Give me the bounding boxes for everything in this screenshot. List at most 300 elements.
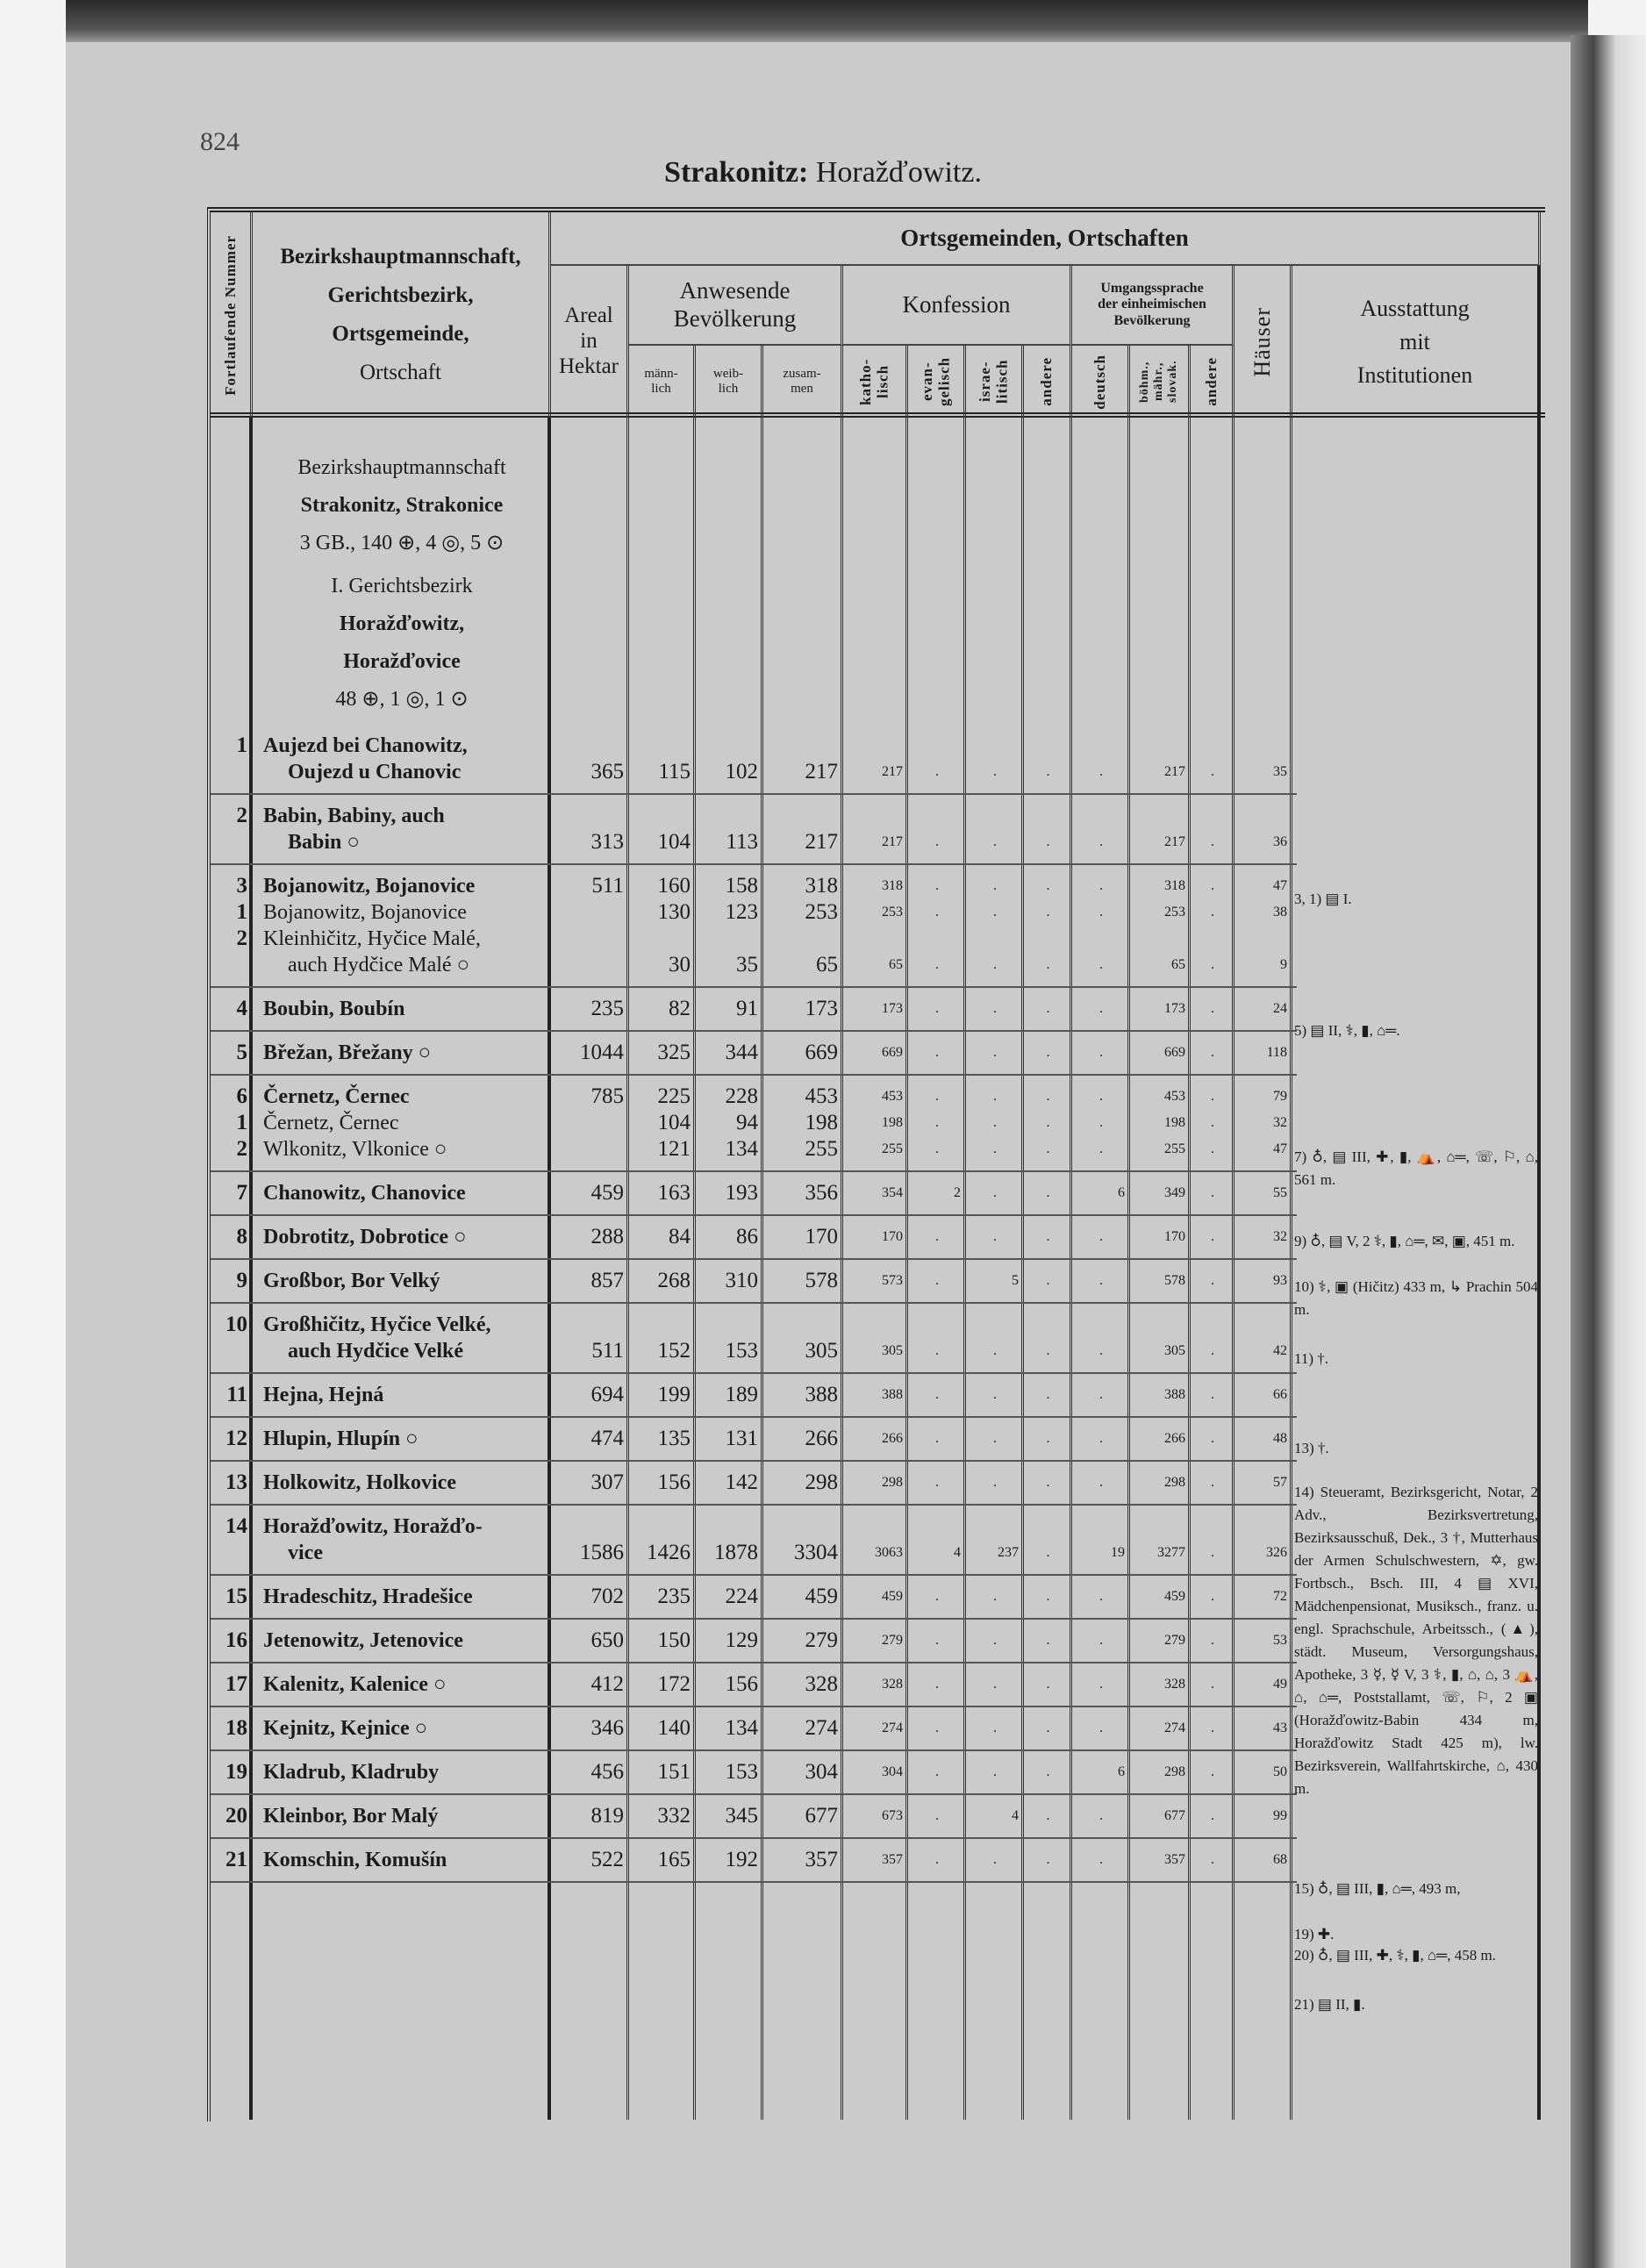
cell-total <box>763 803 843 829</box>
cell-area-ha <box>551 899 629 926</box>
cell-czech: 459 <box>1164 1589 1185 1604</box>
cell-total <box>763 1513 843 1540</box>
cell-total: 669 <box>805 1041 838 1064</box>
cell-israelite: . <box>993 957 997 972</box>
cell-czech: 217 <box>1164 834 1185 849</box>
institution-note: 9) ♁, ▤ V, 2 ⚕, ▮, ⌂═, ✉, ▣, 451 m. <box>1294 1233 1515 1249</box>
cell-czech: 266 <box>1164 1431 1185 1446</box>
table-row <box>211 1374 1297 1418</box>
cell-czech <box>1130 803 1191 829</box>
cell-czech: 669 <box>1164 1045 1185 1060</box>
row-number: 13 <box>225 1470 247 1494</box>
cell-israelite: . <box>993 1001 997 1016</box>
cell-area-ha: 365 <box>590 760 624 783</box>
cell-houses: 9 <box>1280 957 1287 972</box>
place-name: Hradeschitz, Hradešice <box>263 1585 473 1608</box>
cell-catholic: 388 <box>882 1387 903 1402</box>
cell-catholic: 217 <box>882 834 903 849</box>
institution-note: 14) Steueramt, Bezirksgericht, Notar, 2 Adv., Bezirksvertretung, Bezirksausschuß, Dek., 3 †, Mutterhaus der Armen Schulschwestern, ✡, gw. Fortbsch., Bsch. III, 4 ▤ XVI, Mädchenpensionat, Musiksch., franz. u. engl. Sprachschule, Arbeitssch., (▲), städt. Museum, Versorgungshaus, Apotheke, 3 ☿, ☿ V, 3 ⚕, ▮, ⌂, ⌂, 3 ⛺, ⌂, ⌂═, Poststallamt, ☏, ⚐, 2 ▣ (Horažďowitz-Babin 434 m, Horažďowitz Stadt 425 m), lw. Bezirksverein, Wallfahrtskirche, ⌂, 430 m. <box>1294 1484 1538 1797</box>
row-number: 17 <box>225 1672 247 1696</box>
cell-catholic: 453 <box>882 1089 903 1104</box>
cell-male: 1426 <box>647 1541 691 1564</box>
institution-note: 21) ▤ II, ▮. <box>1294 1996 1365 2013</box>
cell-other-language: . <box>1211 1141 1214 1156</box>
header-total <box>763 346 843 418</box>
cell-german: . <box>1099 957 1103 972</box>
cell-other-confession <box>1024 926 1072 952</box>
cell-czech <box>1130 1312 1191 1338</box>
cell-other-confession: . <box>1046 905 1050 919</box>
cell-german: . <box>1099 878 1103 893</box>
header-houses-label: Häuser <box>1249 306 1275 377</box>
row-number: 18 <box>225 1716 247 1740</box>
table-row <box>211 988 1297 1032</box>
cell-other-language: . <box>1211 1115 1214 1130</box>
cell-evangelical: 4 <box>954 1545 961 1560</box>
row-line <box>211 759 1297 785</box>
cell-czech: 388 <box>1164 1387 1185 1402</box>
cell-area-ha: 650 <box>590 1628 624 1652</box>
table-row <box>211 1216 1297 1260</box>
header-male <box>629 346 696 418</box>
place-name: Černetz, Černec <box>263 1112 399 1134</box>
table-row <box>211 1032 1297 1076</box>
cell-other-language: . <box>1211 1475 1214 1490</box>
cell-houses: 38 <box>1273 905 1287 919</box>
row-number: 10 <box>225 1313 247 1336</box>
cell-female: 345 <box>725 1804 758 1828</box>
cell-male: 115 <box>658 760 691 783</box>
table-row <box>211 725 1297 795</box>
cell-total: 305 <box>805 1339 838 1363</box>
cell-catholic: 357 <box>882 1852 903 1867</box>
row-line <box>211 1715 1297 1742</box>
cell-czech <box>1130 733 1191 759</box>
cell-area-ha: 1044 <box>580 1041 624 1064</box>
header-name-3: Ortsgemeinde, <box>332 322 469 346</box>
cell-catholic: 573 <box>882 1273 903 1288</box>
cell-male: 268 <box>657 1269 691 1292</box>
cell-total <box>763 926 843 952</box>
header-czech <box>1130 346 1191 418</box>
row-line <box>211 1759 1297 1785</box>
cell-israelite: . <box>993 1677 997 1692</box>
row-line <box>211 1382 1297 1408</box>
cell-total: 357 <box>805 1848 838 1871</box>
cell-catholic <box>843 733 908 759</box>
cell-israelite <box>966 926 1024 952</box>
cell-czech: 298 <box>1164 1764 1185 1779</box>
cell-total: 304 <box>805 1760 838 1784</box>
cell-houses: 32 <box>1273 1229 1287 1244</box>
cell-other-language: . <box>1211 1089 1214 1104</box>
cell-other-confession: . <box>1046 1387 1050 1402</box>
cell-other-language <box>1191 1312 1234 1338</box>
cell-german <box>1072 733 1130 759</box>
table-row <box>211 1260 1297 1304</box>
cell-catholic: 253 <box>882 905 903 919</box>
cell-czech: 253 <box>1164 905 1185 919</box>
row-number: 1 <box>236 733 247 757</box>
row-line <box>211 1136 1297 1163</box>
cell-evangelical <box>908 1513 966 1540</box>
cell-male: 156 <box>657 1470 691 1494</box>
cell-evangelical <box>908 1312 966 1338</box>
cell-other-confession <box>1024 1312 1072 1338</box>
cell-other-language: . <box>1211 1343 1214 1358</box>
place-name: Hejna, Hejná <box>263 1384 384 1406</box>
row-number: 6 <box>236 1084 247 1108</box>
cell-czech: 170 <box>1164 1229 1185 1244</box>
cell-total: 253 <box>805 900 838 924</box>
place-name: Kladrub, Kladruby <box>263 1761 440 1784</box>
place-name: Dobrotitz, Dobrotice ○ <box>263 1226 467 1248</box>
cell-israelite: 5 <box>1012 1273 1019 1288</box>
cell-female: 224 <box>725 1585 758 1608</box>
table-row <box>211 1839 1297 1883</box>
header-catholic <box>843 346 908 418</box>
cell-evangelical <box>908 733 966 759</box>
header-german <box>1072 346 1130 418</box>
place-name: Kalenitz, Kalenice ○ <box>263 1673 447 1696</box>
cell-male: 225 <box>657 1084 691 1108</box>
cell-catholic: 298 <box>882 1475 903 1490</box>
place-name: Großbor, Bor Velký <box>263 1270 440 1292</box>
cell-german: . <box>1099 1141 1103 1156</box>
cell-male: 82 <box>669 997 691 1020</box>
cell-male: 325 <box>657 1041 691 1064</box>
header-institutions <box>1292 266 1541 418</box>
cell-israelite: . <box>993 878 997 893</box>
cell-male: 30 <box>669 953 691 977</box>
cell-czech: 677 <box>1164 1808 1185 1823</box>
institution-note: 5) ▤ II, ⚕, ▮, ⌂═. <box>1294 1022 1400 1039</box>
cell-evangelical: . <box>935 1001 939 1016</box>
place-name: Kleinbor, Bor Malý <box>263 1805 439 1828</box>
row-line <box>211 1470 1297 1496</box>
cell-female: 193 <box>725 1181 758 1205</box>
cell-israelite: . <box>993 1229 997 1244</box>
district-name: Strakonitz, Strakonice <box>300 494 504 517</box>
cell-catholic: 255 <box>882 1141 903 1156</box>
cell-evangelical <box>908 803 966 829</box>
row-number: 2 <box>236 1137 247 1161</box>
cell-german: . <box>1099 1475 1103 1490</box>
table-row <box>211 1418 1297 1462</box>
cell-female: 153 <box>725 1339 758 1363</box>
row-number <box>211 1338 253 1364</box>
cell-catholic: 170 <box>882 1229 903 1244</box>
cell-czech: 298 <box>1164 1475 1185 1490</box>
institution-note: 10) ⚕, ▣ (Hičitz) 433 m, ↳ Prachin 504 m. <box>1294 1278 1538 1318</box>
cell-israelite: . <box>993 1431 997 1446</box>
row-line <box>211 1312 1297 1338</box>
row-line <box>211 1584 1297 1610</box>
table-row <box>211 1076 1297 1172</box>
cell-other-language: . <box>1211 834 1214 849</box>
row-line <box>211 1671 1297 1698</box>
cell-houses: 47 <box>1273 878 1287 893</box>
cell-area-ha <box>551 1312 629 1338</box>
cell-israelite: . <box>993 1089 997 1104</box>
cell-other-confession: . <box>1046 1852 1050 1867</box>
cell-houses: 326 <box>1266 1545 1287 1560</box>
cell-area-ha <box>551 733 629 759</box>
cell-male <box>629 1513 696 1540</box>
row-line <box>211 1338 1297 1364</box>
row-number: 3 <box>236 874 247 898</box>
header-other-language-label: andere <box>1202 357 1220 406</box>
cell-other-language: . <box>1211 1045 1214 1060</box>
cell-israelite: . <box>993 1633 997 1648</box>
cell-total: 298 <box>805 1470 838 1494</box>
cell-other-language: . <box>1211 905 1214 919</box>
court-district-name-2: Horažďovice <box>343 650 461 673</box>
cell-czech: 173 <box>1164 1001 1185 1016</box>
cell-area-ha: 459 <box>590 1181 624 1205</box>
court-district-name-1: Horažďowitz, <box>339 612 465 635</box>
cell-female: 123 <box>725 900 758 924</box>
place-name: Chanowitz, Chanovice <box>263 1182 466 1205</box>
cell-israelite: . <box>993 1475 997 1490</box>
cell-male: 151 <box>657 1760 691 1784</box>
cell-total: 578 <box>805 1269 838 1292</box>
cell-male: 130 <box>657 900 691 924</box>
cell-catholic: 274 <box>882 1721 903 1735</box>
place-name: auch Hydčice Malé ○ <box>288 954 470 977</box>
cell-evangelical: . <box>935 878 939 893</box>
cell-male: 140 <box>657 1716 691 1740</box>
cell-male: 165 <box>657 1848 691 1871</box>
header-language-3: Bevölkerung <box>1113 312 1191 328</box>
cell-area-ha: 702 <box>590 1585 624 1608</box>
header-population-2: Bevölkerung <box>673 304 797 332</box>
cell-evangelical: . <box>935 1273 939 1288</box>
cell-other-language: . <box>1211 1273 1214 1288</box>
cell-male <box>629 1312 696 1338</box>
cell-israelite <box>966 733 1024 759</box>
cell-catholic: 673 <box>882 1808 903 1823</box>
cell-female: 131 <box>725 1427 758 1450</box>
cell-evangelical: . <box>935 1852 939 1867</box>
cell-houses: 118 <box>1266 1045 1287 1060</box>
cell-female: 156 <box>725 1672 758 1696</box>
cell-catholic <box>843 803 908 829</box>
cell-catholic: 279 <box>882 1633 903 1648</box>
cell-other-confession: . <box>1046 1633 1050 1648</box>
cell-other-language: . <box>1211 1808 1214 1823</box>
cell-german: . <box>1099 1721 1103 1735</box>
cell-houses: 55 <box>1273 1185 1287 1200</box>
court-district-title: I. Gerichtsbezirk <box>331 575 473 597</box>
cell-catholic: 459 <box>882 1589 903 1604</box>
row-number <box>211 1540 253 1566</box>
header-czech-label: böhm., mähr., slovak. <box>1137 360 1180 404</box>
cell-male: 84 <box>669 1225 691 1248</box>
row-line <box>211 996 1297 1022</box>
cell-houses <box>1234 733 1292 759</box>
cell-other-language: . <box>1211 1185 1214 1200</box>
title-court: Horažďowitz. <box>808 156 982 189</box>
header-male-2: lich <box>651 382 671 396</box>
cell-czech: 349 <box>1164 1185 1185 1200</box>
cell-german: . <box>1099 1115 1103 1130</box>
header-areal-1: Areal <box>564 304 613 328</box>
table-row <box>211 1462 1297 1506</box>
place-name: Hlupin, Hlupín ○ <box>263 1427 419 1450</box>
institution-note: 11) †. <box>1294 1350 1329 1367</box>
row-line <box>211 1847 1297 1873</box>
row-line <box>211 899 1297 926</box>
cell-area-ha: 819 <box>590 1804 624 1828</box>
cell-male: 235 <box>657 1585 691 1608</box>
cell-israelite: . <box>993 1045 997 1060</box>
district-block <box>253 449 551 719</box>
cell-houses: 35 <box>1273 764 1287 779</box>
cell-other-language: . <box>1211 1589 1214 1604</box>
cell-total: 255 <box>805 1137 838 1161</box>
place-name: Jetenowitz, Jetenovice <box>263 1629 463 1652</box>
cell-other-language: . <box>1211 878 1214 893</box>
cell-catholic: 304 <box>882 1764 903 1779</box>
cell-german <box>1072 803 1130 829</box>
place-name: Holkowitz, Holkovice <box>263 1471 456 1494</box>
cell-other-confession <box>1024 1513 1072 1540</box>
cell-catholic: 217 <box>882 764 903 779</box>
header-areal <box>551 266 629 418</box>
cell-area-ha: 412 <box>590 1672 624 1696</box>
cell-czech: 198 <box>1164 1115 1185 1130</box>
cell-area-ha: 785 <box>590 1084 624 1108</box>
cell-evangelical: . <box>935 1045 939 1060</box>
cell-czech: 217 <box>1164 764 1185 779</box>
cell-evangelical: . <box>935 764 939 779</box>
cell-other-confession: . <box>1046 878 1050 893</box>
place-name: Oujezd u Chanovic <box>288 761 462 783</box>
cell-houses: 32 <box>1273 1115 1287 1130</box>
cell-israelite: 4 <box>1012 1808 1019 1823</box>
cell-catholic: 318 <box>882 878 903 893</box>
cell-houses: 48 <box>1273 1431 1287 1446</box>
cell-catholic <box>843 1312 908 1338</box>
cell-catholic: 354 <box>882 1185 903 1200</box>
title-district: Strakonitz: <box>664 156 809 189</box>
row-number: 5 <box>236 1041 247 1064</box>
header-name <box>253 212 551 418</box>
cell-houses: 57 <box>1273 1475 1287 1490</box>
cell-other-confession: . <box>1046 1273 1050 1288</box>
header-israelite-label: israe-litisch <box>976 359 1011 404</box>
cell-other-language: . <box>1211 764 1214 779</box>
cell-other-confession: . <box>1046 1545 1050 1560</box>
cell-total <box>763 733 843 759</box>
place-name: Großhičitz, Hyčice Velké, <box>263 1313 491 1336</box>
cell-other-confession: . <box>1046 1475 1050 1490</box>
cell-female: 134 <box>725 1137 758 1161</box>
cell-total: 266 <box>805 1427 838 1450</box>
cell-female: 94 <box>736 1111 758 1134</box>
header-other-confession-label: andere <box>1038 357 1056 406</box>
place-name: Boubin, Boubín <box>263 998 405 1020</box>
cell-total: 356 <box>805 1181 838 1205</box>
cell-evangelical: . <box>935 1141 939 1156</box>
cell-area-ha: 1586 <box>580 1541 624 1564</box>
row-line <box>211 873 1297 899</box>
cell-catholic: 198 <box>882 1115 903 1130</box>
header-name-2: Gerichtsbezirk, <box>327 283 474 307</box>
cell-total: 279 <box>805 1628 838 1652</box>
cell-male <box>629 733 696 759</box>
cell-czech <box>1130 926 1191 952</box>
cell-area-ha: 288 <box>590 1225 624 1248</box>
row-number: 15 <box>225 1585 247 1608</box>
cell-german: . <box>1099 1677 1103 1692</box>
row-line <box>211 1540 1297 1566</box>
cell-other-confession: . <box>1046 1001 1050 1016</box>
cell-female: 192 <box>725 1848 758 1871</box>
cell-evangelical: 2 <box>954 1185 961 1200</box>
court-district-summary: 48 ⊕, 1 ◎, 1 ⊙ <box>335 688 469 711</box>
table-row <box>211 1620 1297 1663</box>
table-row <box>211 795 1297 865</box>
cell-evangelical <box>908 926 966 952</box>
cell-other-language <box>1191 733 1234 759</box>
row-number: 21 <box>225 1848 247 1871</box>
place-name: Černetz, Černec <box>263 1085 410 1108</box>
header-female-2: lich <box>718 382 739 396</box>
cell-area-ha <box>551 1136 629 1163</box>
cell-area-ha: 857 <box>590 1269 624 1292</box>
cell-other-confession: . <box>1046 1141 1050 1156</box>
row-number: 9 <box>236 1269 247 1292</box>
header-name-1: Bezirkshauptmannschaft, <box>280 245 521 268</box>
table-row <box>211 1506 1297 1576</box>
place-name: Babin, Babiny, auch <box>263 805 445 827</box>
cell-female: 158 <box>725 874 758 898</box>
municipality-rows <box>211 725 1297 1883</box>
cell-evangelical: . <box>935 1589 939 1604</box>
cell-female: 91 <box>736 997 758 1020</box>
cell-female: 134 <box>725 1716 758 1740</box>
cell-area-ha <box>551 952 629 978</box>
cell-evangelical: . <box>935 1229 939 1244</box>
cell-catholic: 266 <box>882 1431 903 1446</box>
cell-israelite: . <box>993 905 997 919</box>
cell-area-ha: 511 <box>591 1339 624 1363</box>
cell-female <box>696 1513 763 1540</box>
cell-total: 677 <box>805 1804 838 1828</box>
place-name: Horažďowitz, Horažďo- <box>263 1515 483 1538</box>
cell-other-confession: . <box>1046 1115 1050 1130</box>
header-language-1: Umgangssprache <box>1100 280 1204 296</box>
row-line <box>211 1180 1297 1206</box>
cell-other-language: . <box>1211 1387 1214 1402</box>
cell-other-confession: . <box>1046 1764 1050 1779</box>
cell-israelite: . <box>993 1185 997 1200</box>
cell-evangelical: . <box>935 834 939 849</box>
cell-female <box>696 1312 763 1338</box>
cell-israelite: 237 <box>998 1545 1019 1560</box>
row-line <box>211 926 1297 952</box>
header-areal-2: in <box>580 329 598 354</box>
cell-israelite: . <box>993 1141 997 1156</box>
row-number: 16 <box>225 1628 247 1652</box>
cell-other-confession: . <box>1046 1185 1050 1200</box>
cell-israelite: . <box>993 1852 997 1867</box>
page-number: 824 <box>200 127 240 156</box>
cell-houses: 50 <box>1273 1764 1287 1779</box>
page-title <box>0 156 1646 190</box>
